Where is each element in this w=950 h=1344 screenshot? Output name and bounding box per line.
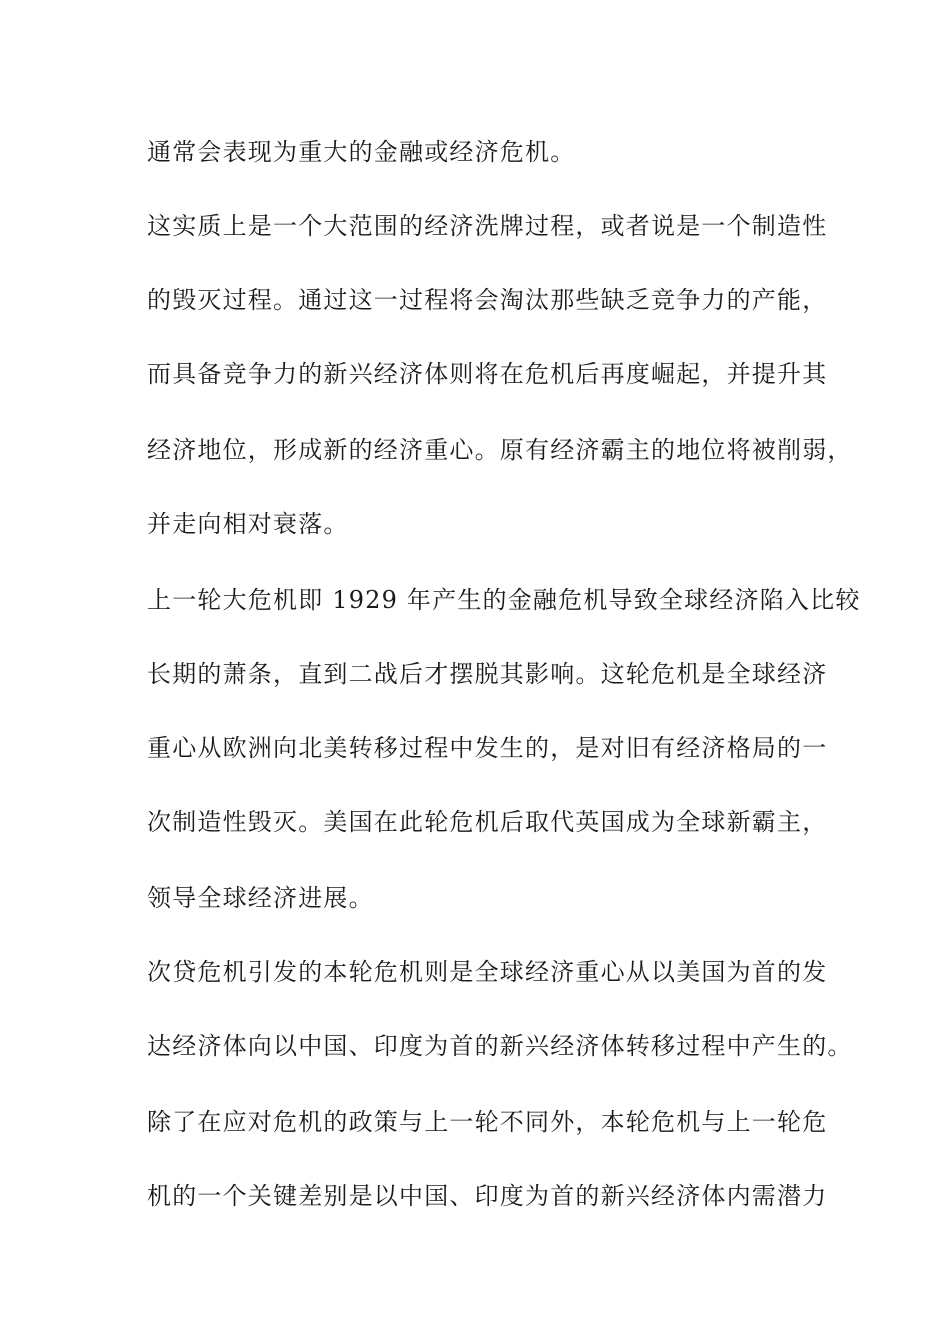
text-line: 经济地位，形成新的经济重心。原有经济霸主的地位将被削弱，	[147, 436, 853, 464]
text-line: 领导全球经济进展。	[147, 884, 374, 912]
text-line: 长期的萧条，直到二战后才摆脱其影响。这轮危机是全球经济	[147, 660, 828, 688]
text-line: 而具备竞争力的新兴经济体则将在危机后再度崛起，并提升其	[147, 360, 828, 388]
text-line: 上一轮大危机即 1929 年产生的金融危机导致全球经济陷入比较	[147, 586, 861, 614]
text-line: 机的一个关键差别是以中国、印度为首的新兴经济体内需潜力	[147, 1182, 828, 1210]
text-line: 达经济体向以中国、印度为首的新兴经济体转移过程中产生的。	[147, 1032, 853, 1060]
text-line: 的毁灭过程。通过这一过程将会淘汰那些缺乏竞争力的产能，	[147, 286, 828, 314]
text-line: 这实质上是一个大范围的经济洗牌过程，或者说是一个制造性	[147, 212, 828, 240]
text-line: 除了在应对危机的政策与上一轮不同外，本轮危机与上一轮危	[147, 1108, 828, 1136]
text-line: 次制造性毁灭。美国在此轮危机后取代英国成为全球新霸主，	[147, 808, 828, 836]
text-line: 通常会表现为重大的金融或经济危机。	[147, 138, 576, 166]
text-line: 并走向相对衰落。	[147, 510, 349, 538]
text-line: 次贷危机引发的本轮危机则是全球经济重心从以美国为首的发	[147, 958, 828, 986]
text-line: 重心从欧洲向北美转移过程中发生的，是对旧有经济格局的一	[147, 734, 828, 762]
